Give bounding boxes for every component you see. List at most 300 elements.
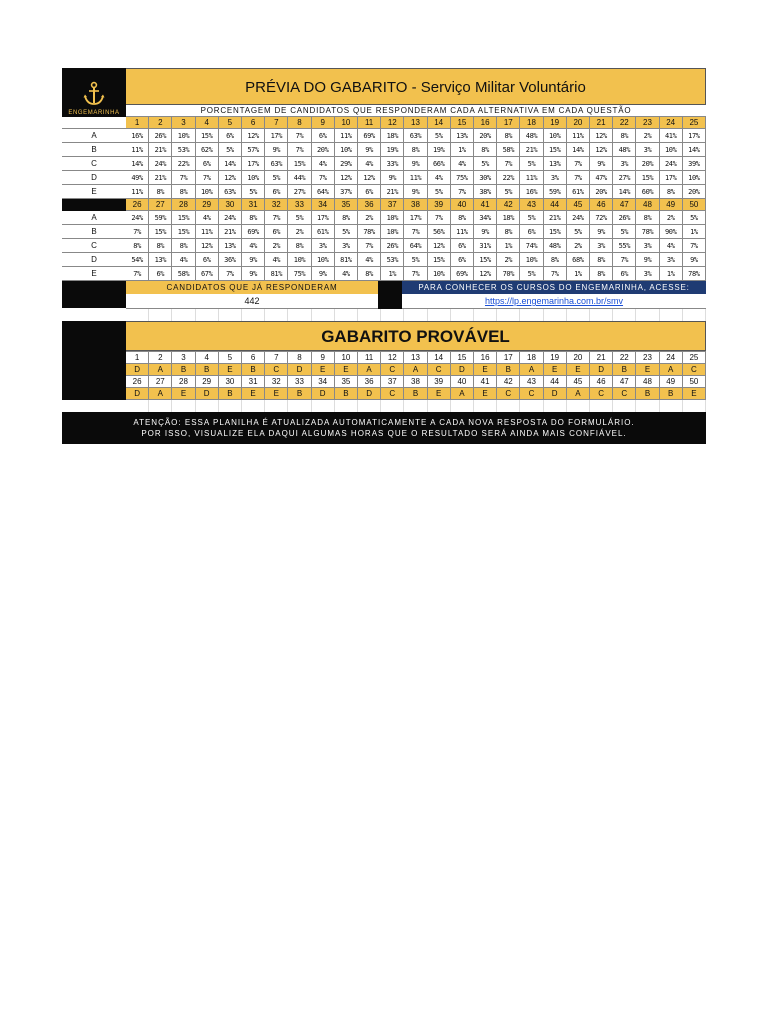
question-number: 31 (242, 376, 265, 388)
percentage-cell: 10% (196, 185, 219, 199)
question-number: 23 (636, 352, 659, 364)
percentage-cell: 8% (590, 253, 613, 267)
subtitle: PORCENTAGEM DE CANDIDATOS QUE RESPONDERAM CADA ALTERNATIVA EM CADA QUESTÃO (126, 105, 706, 117)
question-number: 34 (312, 199, 335, 211)
percentage-cell: 11% (567, 129, 590, 143)
question-number: 21 (590, 352, 613, 364)
question-number: 49 (660, 199, 683, 211)
courses-link[interactable]: https://lp.engemarinha.com.br/smv (484, 296, 624, 306)
percentage-cell: 18% (497, 211, 520, 225)
answer-letter: A (520, 364, 543, 376)
question-number: 25 (683, 352, 706, 364)
percentage-cell: 15% (474, 253, 497, 267)
percentage-cell: 55% (613, 239, 636, 253)
gabarito-title: GABARITO PROVÁVEL (126, 321, 706, 351)
percentage-cell: 21% (544, 211, 567, 225)
question-number: 4 (196, 117, 219, 129)
percentage-cell: 12% (590, 129, 613, 143)
percentage-cell: 8% (474, 143, 497, 157)
percentage-cell: 31% (474, 239, 497, 253)
percentage-cell: 3% (312, 239, 335, 253)
answer-letter: D (126, 364, 149, 376)
answer-letter: D (590, 364, 613, 376)
alternative-row (62, 129, 706, 143)
question-number: 1 (126, 117, 149, 129)
percentage-cell: 20% (590, 185, 613, 199)
answer-letter: E (265, 388, 288, 400)
answer-letter: B (636, 388, 659, 400)
percentage-cell: 6% (520, 225, 543, 239)
question-number: 36 (358, 199, 381, 211)
percentage-cell: 48% (520, 129, 543, 143)
percentage-cell: 4% (428, 171, 451, 185)
question-number: 7 (265, 352, 288, 364)
percentage-cell: 7% (288, 129, 311, 143)
percentage-cell: 12% (590, 143, 613, 157)
answer-letter: A (404, 364, 427, 376)
answer-letter: D (544, 388, 567, 400)
percentage-cell: 5% (683, 211, 706, 225)
percentage-cell: 34% (474, 211, 497, 225)
percentage-cell: 1% (567, 267, 590, 281)
percentage-cell: 78% (683, 267, 706, 281)
percentage-cell: 5% (428, 129, 451, 143)
percentage-cell: 69% (451, 267, 474, 281)
answer-letter: A (358, 364, 381, 376)
alternative-label: C (62, 239, 126, 253)
percentage-cell: 9% (358, 143, 381, 157)
alternative-label: B (62, 143, 126, 157)
percentage-cell: 69% (358, 129, 381, 143)
percentage-cell: 3% (544, 171, 567, 185)
question-number: 48 (636, 376, 659, 388)
answer-letter: E (683, 388, 706, 400)
percentage-cell: 4% (312, 157, 335, 171)
question-number: 16 (474, 117, 497, 129)
block2-question-numbers (126, 199, 706, 211)
percentage-cell: 8% (126, 239, 149, 253)
percentage-cell: 5% (335, 225, 358, 239)
answer-letter: B (196, 364, 219, 376)
percentage-cell: 17% (404, 211, 427, 225)
question-number: 31 (242, 199, 265, 211)
percentage-cell: 33% (381, 157, 404, 171)
percentage-cell: 72% (590, 211, 613, 225)
percentage-cell: 3% (636, 267, 659, 281)
percentage-cell: 5% (242, 185, 265, 199)
candidates-count: 442 (126, 294, 378, 309)
question-number: 46 (590, 199, 613, 211)
percentage-cell: 10% (242, 171, 265, 185)
percentage-cell: 58% (497, 143, 520, 157)
percentage-cell: 13% (451, 129, 474, 143)
percentage-cell: 12% (474, 267, 497, 281)
answer-letter: A (451, 388, 474, 400)
question-number: 25 (683, 117, 706, 129)
gabarito-answers-2 (126, 388, 706, 400)
question-number: 5 (219, 352, 242, 364)
answer-letter: D (358, 388, 381, 400)
percentage-cell: 47% (590, 171, 613, 185)
percentage-cell: 4% (172, 253, 195, 267)
answer-letter: A (567, 388, 590, 400)
question-number: 26 (126, 376, 149, 388)
percentage-cell: 7% (497, 157, 520, 171)
question-number: 49 (660, 376, 683, 388)
question-number: 33 (288, 199, 311, 211)
percentage-cell: 7% (567, 157, 590, 171)
candidates-label: CANDIDATOS QUE JÁ RESPONDERAM (126, 281, 378, 294)
percentage-cell: 24% (660, 157, 683, 171)
question-number: 40 (451, 376, 474, 388)
percentage-cell: 19% (381, 143, 404, 157)
percentage-cell: 9% (404, 185, 427, 199)
percentage-cell: 7% (312, 171, 335, 185)
percentage-cell: 9% (590, 225, 613, 239)
percentage-cell: 15% (544, 225, 567, 239)
answer-letter: D (126, 388, 149, 400)
percentage-cell: 15% (172, 225, 195, 239)
percentage-cell: 20% (683, 185, 706, 199)
percentage-cell: 4% (265, 253, 288, 267)
question-number: 14 (428, 352, 451, 364)
question-number: 38 (404, 199, 427, 211)
percentage-cell: 5% (474, 157, 497, 171)
percentage-cell: 22% (172, 157, 195, 171)
percentage-cell: 8% (358, 267, 381, 281)
question-number: 32 (265, 376, 288, 388)
question-number: 7 (265, 117, 288, 129)
question-number: 33 (288, 376, 311, 388)
alternative-row (62, 157, 706, 171)
percentage-cell: 22% (497, 171, 520, 185)
percentage-cell: 69% (242, 225, 265, 239)
percentage-cell: 21% (149, 171, 172, 185)
percentage-cell: 2% (288, 225, 311, 239)
question-number: 6 (242, 117, 265, 129)
question-number: 42 (497, 376, 520, 388)
percentage-cell: 24% (567, 211, 590, 225)
answer-letter: E (474, 364, 497, 376)
percentage-cell: 7% (544, 267, 567, 281)
answer-letter: A (660, 364, 683, 376)
percentage-cell: 90% (660, 225, 683, 239)
question-number: 45 (567, 376, 590, 388)
question-number: 38 (404, 376, 427, 388)
alternative-label: D (62, 171, 126, 185)
percentage-cell: 17% (683, 129, 706, 143)
question-number: 27 (149, 376, 172, 388)
question-number: 20 (567, 352, 590, 364)
question-number: 15 (451, 117, 474, 129)
question-number: 50 (683, 199, 706, 211)
block1-question-numbers (126, 117, 706, 129)
percentage-cell: 70% (497, 267, 520, 281)
percentage-cell: 6% (451, 239, 474, 253)
percentage-cell: 2% (636, 129, 659, 143)
question-number: 2 (149, 352, 172, 364)
engemarinha-logo (62, 68, 126, 128)
logo-text: ENGEMARINHA (68, 109, 120, 116)
percentage-cell: 4% (358, 253, 381, 267)
percentage-cell: 1% (497, 239, 520, 253)
answer-letter: C (683, 364, 706, 376)
percentage-cell: 75% (288, 267, 311, 281)
percentage-cell: 17% (265, 129, 288, 143)
percentage-cell: 10% (428, 267, 451, 281)
percentage-cell: 4% (358, 157, 381, 171)
percentage-cell: 26% (381, 239, 404, 253)
alternative-row (62, 253, 706, 267)
question-number: 36 (358, 376, 381, 388)
answer-letter: E (544, 364, 567, 376)
question-number: 44 (544, 199, 567, 211)
question-number: 10 (335, 352, 358, 364)
percentage-cell: 17% (312, 211, 335, 225)
question-number: 34 (312, 376, 335, 388)
percentage-cell: 7% (288, 143, 311, 157)
percentage-cell: 15% (196, 129, 219, 143)
answer-letter: C (381, 388, 404, 400)
percentage-cell: 63% (265, 157, 288, 171)
alternative-row (62, 225, 706, 239)
percentage-cell: 3% (636, 239, 659, 253)
percentage-cell: 4% (451, 157, 474, 171)
answer-letter: E (335, 364, 358, 376)
answer-letter: E (219, 364, 242, 376)
percentage-cell: 2% (497, 253, 520, 267)
percentage-cell: 8% (335, 211, 358, 225)
answer-letter: B (288, 388, 311, 400)
percentage-cell: 5% (404, 253, 427, 267)
answer-preview-sheet (62, 68, 706, 444)
percentage-cell: 8% (451, 211, 474, 225)
update-warning: ATENÇÃO: ESSA PLANILHA É ATUALIZADA AUTOMATICAMENTE A CADA NOVA RESPOSTA DO FORMULÁRIO. POR ISSO, VISUALIZE ELA DAQUI ALGUMAS HORAS QUE O RESULTADO SERÁ AINDA MAIS CONFIÁVEL. (62, 412, 706, 444)
percentage-cell: 21% (381, 185, 404, 199)
percentage-cell: 12% (219, 171, 242, 185)
answer-letter: C (590, 388, 613, 400)
question-number: 37 (381, 376, 404, 388)
percentage-cell: 15% (636, 171, 659, 185)
question-number: 17 (497, 352, 520, 364)
answer-letter: A (149, 364, 172, 376)
question-number: 40 (451, 199, 474, 211)
question-number: 8 (288, 352, 311, 364)
answer-letter: D (288, 364, 311, 376)
percentage-cell: 20% (474, 129, 497, 143)
percentage-cell: 9% (636, 253, 659, 267)
percentage-cell: 8% (288, 239, 311, 253)
alternative-label: E (62, 185, 126, 199)
question-number: 12 (381, 117, 404, 129)
question-number: 6 (242, 352, 265, 364)
answer-letter: B (242, 364, 265, 376)
percentage-cell: 6% (451, 253, 474, 267)
percentage-cell: 12% (428, 239, 451, 253)
percentage-cell: 4% (335, 267, 358, 281)
percentage-cell: 6% (149, 267, 172, 281)
percentage-cell: 6% (219, 129, 242, 143)
question-number: 45 (567, 199, 590, 211)
percentage-cell: 7% (219, 267, 242, 281)
courses-label: PARA CONHECER OS CURSOS DO ENGEMARINHA, ACESSE: (402, 281, 706, 294)
percentage-cell: 12% (335, 171, 358, 185)
alternative-label: A (62, 129, 126, 143)
alternative-row (62, 143, 706, 157)
percentage-cell: 3% (636, 143, 659, 157)
question-number: 9 (312, 117, 335, 129)
block2-percentages (62, 211, 706, 281)
percentage-cell: 7% (126, 225, 149, 239)
question-number: 39 (428, 199, 451, 211)
question-number: 11 (358, 352, 381, 364)
percentage-cell: 2% (567, 239, 590, 253)
percentage-cell: 7% (265, 211, 288, 225)
question-number: 19 (544, 352, 567, 364)
percentage-cell: 6% (613, 267, 636, 281)
percentage-cell: 15% (149, 225, 172, 239)
answer-letter: E (474, 388, 497, 400)
question-number: 35 (335, 199, 358, 211)
question-number: 22 (613, 352, 636, 364)
answer-letter: A (149, 388, 172, 400)
question-number: 28 (172, 376, 195, 388)
percentage-cell: 5% (288, 211, 311, 225)
percentage-cell: 24% (126, 211, 149, 225)
answer-letter: C (497, 388, 520, 400)
question-number: 27 (149, 199, 172, 211)
percentage-cell: 12% (196, 239, 219, 253)
percentage-cell: 8% (149, 239, 172, 253)
percentage-cell: 8% (172, 239, 195, 253)
percentage-cell: 19% (428, 143, 451, 157)
percentage-cell: 7% (126, 267, 149, 281)
percentage-cell: 48% (544, 239, 567, 253)
question-number: 10 (335, 117, 358, 129)
alternative-label: B (62, 225, 126, 239)
percentage-cell: 7% (613, 253, 636, 267)
percentage-cell: 13% (149, 253, 172, 267)
percentage-cell: 14% (126, 157, 149, 171)
percentage-cell: 7% (428, 211, 451, 225)
percentage-cell: 3% (613, 157, 636, 171)
question-number: 47 (613, 199, 636, 211)
question-number: 24 (660, 117, 683, 129)
percentage-cell: 67% (196, 267, 219, 281)
percentage-cell: 4% (242, 239, 265, 253)
percentage-cell: 44% (288, 171, 311, 185)
question-number: 9 (312, 352, 335, 364)
question-number: 41 (474, 376, 497, 388)
question-number: 48 (636, 199, 659, 211)
percentage-cell: 27% (288, 185, 311, 199)
courses-box (402, 281, 706, 309)
percentage-cell: 14% (567, 143, 590, 157)
percentage-cell: 9% (312, 267, 335, 281)
percentage-cell: 5% (520, 267, 543, 281)
question-number: 32 (265, 199, 288, 211)
percentage-cell: 11% (335, 129, 358, 143)
question-number: 30 (219, 199, 242, 211)
question-number: 28 (172, 199, 195, 211)
percentage-cell: 2% (358, 211, 381, 225)
percentage-cell: 20% (636, 157, 659, 171)
question-number: 15 (451, 352, 474, 364)
percentage-cell: 64% (404, 239, 427, 253)
question-number: 24 (660, 352, 683, 364)
percentage-cell: 7% (172, 171, 195, 185)
answer-letter: B (660, 388, 683, 400)
percentage-cell: 8% (590, 267, 613, 281)
percentage-cell: 30% (474, 171, 497, 185)
percentage-cell: 11% (196, 225, 219, 239)
percentage-cell: 49% (126, 171, 149, 185)
anchor-icon (83, 81, 105, 107)
percentage-cell: 8% (613, 129, 636, 143)
answer-letter: E (172, 388, 195, 400)
percentage-cell: 53% (172, 143, 195, 157)
answer-letter: B (497, 364, 520, 376)
answer-letter: E (312, 364, 335, 376)
percentage-cell: 58% (172, 267, 195, 281)
alternative-row (62, 185, 706, 199)
answer-letter: D (312, 388, 335, 400)
percentage-cell: 41% (660, 129, 683, 143)
percentage-cell: 21% (520, 143, 543, 157)
percentage-cell: 9% (242, 267, 265, 281)
block1-percentages (62, 129, 706, 199)
percentage-cell: 8% (404, 143, 427, 157)
percentage-cell: 11% (520, 171, 543, 185)
percentage-cell: 9% (683, 253, 706, 267)
percentage-cell: 8% (544, 253, 567, 267)
page-title: PRÉVIA DO GABARITO - Serviço Militar Voluntário (126, 68, 706, 105)
percentage-cell: 37% (335, 185, 358, 199)
answer-letter: D (196, 388, 219, 400)
question-number: 43 (520, 199, 543, 211)
percentage-cell: 9% (404, 157, 427, 171)
question-number: 19 (544, 117, 567, 129)
percentage-cell: 11% (451, 225, 474, 239)
gabarito-questions-2 (126, 376, 706, 388)
question-number: 22 (613, 117, 636, 129)
percentage-cell: 10% (288, 253, 311, 267)
question-number: 4 (196, 352, 219, 364)
percentage-cell: 10% (544, 129, 567, 143)
percentage-cell: 62% (196, 143, 219, 157)
percentage-cell: 6% (265, 225, 288, 239)
percentage-cell: 5% (567, 225, 590, 239)
percentage-cell: 1% (451, 143, 474, 157)
percentage-cell: 9% (265, 143, 288, 157)
answer-letter: B (613, 364, 636, 376)
percentage-cell: 10% (335, 143, 358, 157)
percentage-cell: 9% (474, 225, 497, 239)
question-number: 35 (335, 376, 358, 388)
percentage-cell: 3% (335, 239, 358, 253)
percentage-cell: 10% (520, 253, 543, 267)
percentage-cell: 81% (335, 253, 358, 267)
percentage-cell: 61% (312, 225, 335, 239)
gabarito-questions-1 (126, 351, 706, 364)
answer-letter: B (219, 388, 242, 400)
percentage-cell: 5% (428, 185, 451, 199)
percentage-cell: 18% (381, 129, 404, 143)
percentage-cell: 10% (683, 171, 706, 185)
percentage-cell: 75% (451, 171, 474, 185)
percentage-cell: 8% (660, 185, 683, 199)
question-number: 11 (358, 117, 381, 129)
